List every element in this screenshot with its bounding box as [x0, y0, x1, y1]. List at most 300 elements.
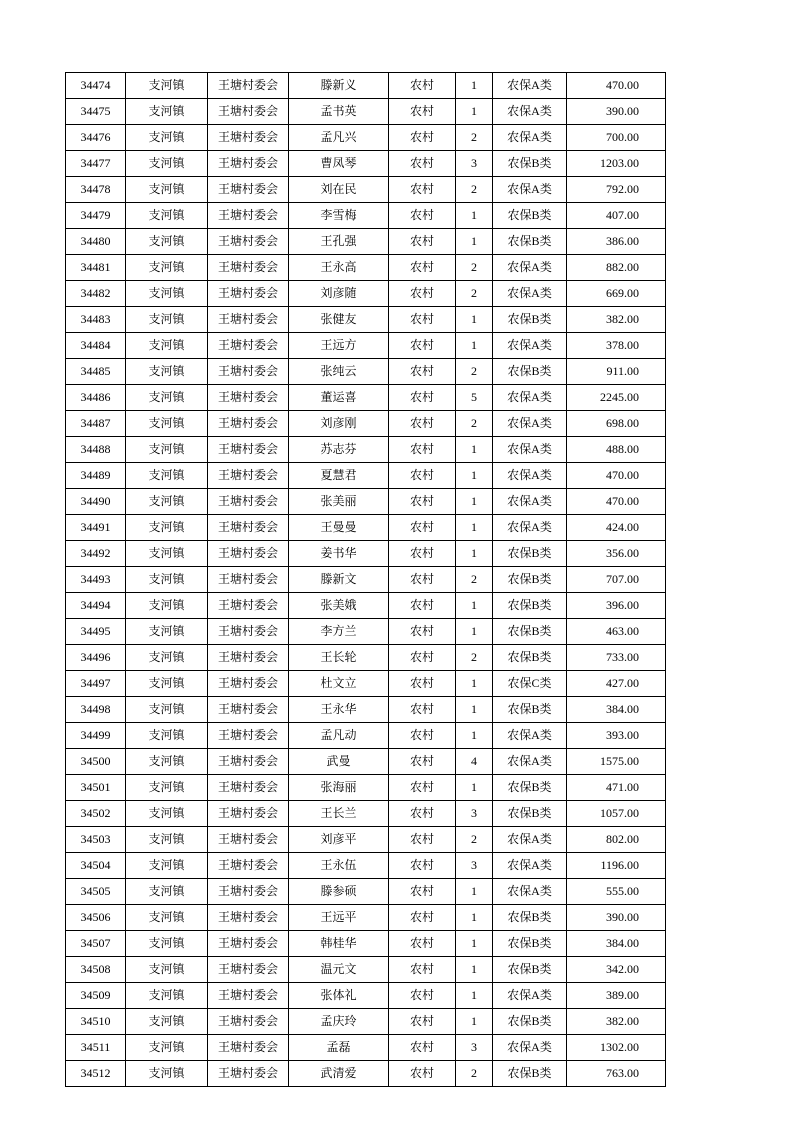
cell-insurance-category: 农保B类: [493, 1009, 567, 1035]
cell-name: 李雪梅: [289, 203, 389, 229]
cell-town: 支河镇: [126, 463, 208, 489]
cell-village: 王塘村委会: [208, 879, 289, 905]
table-row: [66, 593, 666, 619]
cell-village: 王塘村委会: [208, 463, 289, 489]
cell-insurance-category: 农保B类: [493, 151, 567, 177]
cell-record-id: 34490: [66, 489, 126, 515]
cell-town: 支河镇: [126, 1061, 208, 1087]
cell-record-id: 34493: [66, 567, 126, 593]
cell-name: 杜文立: [289, 671, 389, 697]
cell-residence-type: 农村: [389, 567, 456, 593]
cell-record-id: 34487: [66, 411, 126, 437]
document-page: [65, 72, 666, 1087]
cell-name: 王曼曼: [289, 515, 389, 541]
cell-town: 支河镇: [126, 931, 208, 957]
cell-name: 滕新义: [289, 73, 389, 99]
cell-name: 王永伍: [289, 853, 389, 879]
cell-village: 王塘村委会: [208, 541, 289, 567]
cell-record-id: 34509: [66, 983, 126, 1009]
cell-village: 王塘村委会: [208, 957, 289, 983]
cell-household-count: 1: [456, 879, 493, 905]
table-row: [66, 281, 666, 307]
cell-name: 姜书华: [289, 541, 389, 567]
cell-record-id: 34505: [66, 879, 126, 905]
table-row: [66, 645, 666, 671]
table-row: [66, 1009, 666, 1035]
cell-amount: 396.00: [567, 593, 666, 619]
cell-village: 王塘村委会: [208, 437, 289, 463]
cell-insurance-category: 农保A类: [493, 99, 567, 125]
cell-name: 刘彦随: [289, 281, 389, 307]
cell-name: 滕新文: [289, 567, 389, 593]
cell-record-id: 34511: [66, 1035, 126, 1061]
cell-record-id: 34480: [66, 229, 126, 255]
cell-insurance-category: 农保A类: [493, 73, 567, 99]
cell-name: 张海丽: [289, 775, 389, 801]
cell-household-count: 2: [456, 1061, 493, 1087]
cell-village: 王塘村委会: [208, 203, 289, 229]
table-row: [66, 775, 666, 801]
cell-amount: 792.00: [567, 177, 666, 203]
cell-residence-type: 农村: [389, 801, 456, 827]
cell-town: 支河镇: [126, 99, 208, 125]
cell-household-count: 1: [456, 983, 493, 1009]
cell-name: 孟书英: [289, 99, 389, 125]
cell-town: 支河镇: [126, 567, 208, 593]
cell-insurance-category: 农保B类: [493, 567, 567, 593]
cell-residence-type: 农村: [389, 73, 456, 99]
cell-insurance-category: 农保B类: [493, 593, 567, 619]
cell-town: 支河镇: [126, 411, 208, 437]
cell-amount: 882.00: [567, 255, 666, 281]
cell-amount: 407.00: [567, 203, 666, 229]
cell-household-count: 1: [456, 931, 493, 957]
cell-town: 支河镇: [126, 359, 208, 385]
cell-name: 王永高: [289, 255, 389, 281]
cell-insurance-category: 农保B类: [493, 957, 567, 983]
cell-amount: 2245.00: [567, 385, 666, 411]
cell-insurance-category: 农保B类: [493, 775, 567, 801]
cell-town: 支河镇: [126, 489, 208, 515]
cell-insurance-category: 农保B类: [493, 541, 567, 567]
cell-amount: 470.00: [567, 73, 666, 99]
cell-insurance-category: 农保A类: [493, 983, 567, 1009]
cell-amount: 1057.00: [567, 801, 666, 827]
cell-town: 支河镇: [126, 853, 208, 879]
cell-name: 温元文: [289, 957, 389, 983]
cell-record-id: 34492: [66, 541, 126, 567]
table-row: [66, 229, 666, 255]
table-row: [66, 333, 666, 359]
cell-village: 王塘村委会: [208, 593, 289, 619]
cell-name: 张纯云: [289, 359, 389, 385]
cell-residence-type: 农村: [389, 697, 456, 723]
cell-town: 支河镇: [126, 593, 208, 619]
cell-name: 张体礼: [289, 983, 389, 1009]
cell-amount: 555.00: [567, 879, 666, 905]
cell-village: 王塘村委会: [208, 1009, 289, 1035]
cell-household-count: 3: [456, 801, 493, 827]
cell-amount: 393.00: [567, 723, 666, 749]
cell-amount: 427.00: [567, 671, 666, 697]
cell-residence-type: 农村: [389, 515, 456, 541]
cell-village: 王塘村委会: [208, 645, 289, 671]
cell-village: 王塘村委会: [208, 671, 289, 697]
cell-record-id: 34479: [66, 203, 126, 229]
cell-residence-type: 农村: [389, 281, 456, 307]
table-row: [66, 515, 666, 541]
cell-record-id: 34503: [66, 827, 126, 853]
cell-household-count: 1: [456, 541, 493, 567]
cell-insurance-category: 农保A类: [493, 125, 567, 151]
cell-amount: 382.00: [567, 307, 666, 333]
cell-amount: 470.00: [567, 463, 666, 489]
cell-insurance-category: 农保A类: [493, 437, 567, 463]
cell-residence-type: 农村: [389, 125, 456, 151]
table-row: [66, 411, 666, 437]
table-row: [66, 931, 666, 957]
cell-name: 滕参硕: [289, 879, 389, 905]
pension-record-table-body: [66, 73, 666, 1087]
cell-name: 王远方: [289, 333, 389, 359]
table-row: [66, 853, 666, 879]
cell-village: 王塘村委会: [208, 281, 289, 307]
cell-town: 支河镇: [126, 879, 208, 905]
cell-residence-type: 农村: [389, 853, 456, 879]
cell-household-count: 3: [456, 853, 493, 879]
cell-name: 韩桂华: [289, 931, 389, 957]
cell-household-count: 2: [456, 255, 493, 281]
cell-record-id: 34488: [66, 437, 126, 463]
cell-insurance-category: 农保A类: [493, 853, 567, 879]
cell-insurance-category: 农保A类: [493, 879, 567, 905]
cell-village: 王塘村委会: [208, 99, 289, 125]
cell-amount: 733.00: [567, 645, 666, 671]
cell-name: 王远平: [289, 905, 389, 931]
pension-record-table: [65, 72, 666, 1087]
cell-household-count: 2: [456, 567, 493, 593]
cell-amount: 707.00: [567, 567, 666, 593]
table-row: [66, 151, 666, 177]
cell-village: 王塘村委会: [208, 723, 289, 749]
table-row: [66, 489, 666, 515]
cell-name: 李方兰: [289, 619, 389, 645]
cell-household-count: 1: [456, 99, 493, 125]
cell-household-count: 2: [456, 645, 493, 671]
cell-name: 孟庆玲: [289, 1009, 389, 1035]
cell-village: 王塘村委会: [208, 697, 289, 723]
cell-village: 王塘村委会: [208, 151, 289, 177]
cell-name: 张美丽: [289, 489, 389, 515]
cell-village: 王塘村委会: [208, 983, 289, 1009]
cell-residence-type: 农村: [389, 671, 456, 697]
table-row: [66, 177, 666, 203]
cell-village: 王塘村委会: [208, 931, 289, 957]
cell-household-count: 5: [456, 385, 493, 411]
cell-insurance-category: 农保A类: [493, 385, 567, 411]
cell-name: 张美娥: [289, 593, 389, 619]
cell-town: 支河镇: [126, 619, 208, 645]
table-row: [66, 983, 666, 1009]
cell-household-count: 2: [456, 177, 493, 203]
cell-record-id: 34500: [66, 749, 126, 775]
cell-household-count: 1: [456, 671, 493, 697]
cell-residence-type: 农村: [389, 385, 456, 411]
table-row: [66, 827, 666, 853]
cell-name: 王长轮: [289, 645, 389, 671]
cell-name: 董运喜: [289, 385, 389, 411]
cell-amount: 390.00: [567, 99, 666, 125]
cell-insurance-category: 农保B类: [493, 307, 567, 333]
cell-village: 王塘村委会: [208, 307, 289, 333]
cell-town: 支河镇: [126, 671, 208, 697]
cell-record-id: 34477: [66, 151, 126, 177]
cell-amount: 384.00: [567, 931, 666, 957]
cell-insurance-category: 农保A类: [493, 281, 567, 307]
cell-name: 王永华: [289, 697, 389, 723]
cell-record-id: 34495: [66, 619, 126, 645]
cell-village: 王塘村委会: [208, 775, 289, 801]
cell-village: 王塘村委会: [208, 1061, 289, 1087]
cell-village: 王塘村委会: [208, 515, 289, 541]
cell-insurance-category: 农保A类: [493, 177, 567, 203]
cell-town: 支河镇: [126, 723, 208, 749]
cell-insurance-category: 农保A类: [493, 489, 567, 515]
cell-residence-type: 农村: [389, 1035, 456, 1061]
cell-insurance-category: 农保B类: [493, 645, 567, 671]
cell-town: 支河镇: [126, 255, 208, 281]
cell-village: 王塘村委会: [208, 73, 289, 99]
cell-record-id: 34476: [66, 125, 126, 151]
cell-residence-type: 农村: [389, 307, 456, 333]
cell-residence-type: 农村: [389, 99, 456, 125]
cell-record-id: 34475: [66, 99, 126, 125]
cell-household-count: 3: [456, 151, 493, 177]
cell-amount: 763.00: [567, 1061, 666, 1087]
cell-town: 支河镇: [126, 827, 208, 853]
cell-household-count: 1: [456, 307, 493, 333]
table-row: [66, 957, 666, 983]
table-row: [66, 905, 666, 931]
cell-town: 支河镇: [126, 177, 208, 203]
cell-household-count: 1: [456, 723, 493, 749]
cell-residence-type: 农村: [389, 229, 456, 255]
cell-amount: 382.00: [567, 1009, 666, 1035]
cell-residence-type: 农村: [389, 619, 456, 645]
cell-name: 孟凡兴: [289, 125, 389, 151]
cell-village: 王塘村委会: [208, 489, 289, 515]
cell-record-id: 34501: [66, 775, 126, 801]
cell-village: 王塘村委会: [208, 801, 289, 827]
cell-household-count: 1: [456, 463, 493, 489]
cell-record-id: 34499: [66, 723, 126, 749]
table-row: [66, 99, 666, 125]
cell-name: 刘彦平: [289, 827, 389, 853]
cell-insurance-category: 农保A类: [493, 749, 567, 775]
table-row: [66, 697, 666, 723]
cell-residence-type: 农村: [389, 931, 456, 957]
cell-residence-type: 农村: [389, 593, 456, 619]
cell-household-count: 2: [456, 125, 493, 151]
cell-town: 支河镇: [126, 437, 208, 463]
cell-insurance-category: 农保B类: [493, 619, 567, 645]
cell-household-count: 1: [456, 593, 493, 619]
cell-amount: 669.00: [567, 281, 666, 307]
cell-record-id: 34489: [66, 463, 126, 489]
table-row: [66, 255, 666, 281]
cell-insurance-category: 农保B类: [493, 229, 567, 255]
table-row: [66, 359, 666, 385]
cell-record-id: 34481: [66, 255, 126, 281]
cell-residence-type: 农村: [389, 151, 456, 177]
cell-residence-type: 农村: [389, 1009, 456, 1035]
cell-amount: 700.00: [567, 125, 666, 151]
cell-town: 支河镇: [126, 515, 208, 541]
cell-village: 王塘村委会: [208, 359, 289, 385]
cell-household-count: 1: [456, 437, 493, 463]
cell-amount: 911.00: [567, 359, 666, 385]
cell-residence-type: 农村: [389, 957, 456, 983]
cell-residence-type: 农村: [389, 177, 456, 203]
cell-record-id: 34486: [66, 385, 126, 411]
cell-household-count: 1: [456, 619, 493, 645]
cell-residence-type: 农村: [389, 905, 456, 931]
cell-name: 张健友: [289, 307, 389, 333]
cell-amount: 378.00: [567, 333, 666, 359]
cell-residence-type: 农村: [389, 749, 456, 775]
cell-insurance-category: 农保A类: [493, 515, 567, 541]
cell-amount: 463.00: [567, 619, 666, 645]
cell-amount: 698.00: [567, 411, 666, 437]
cell-residence-type: 农村: [389, 541, 456, 567]
cell-town: 支河镇: [126, 697, 208, 723]
cell-town: 支河镇: [126, 229, 208, 255]
cell-town: 支河镇: [126, 203, 208, 229]
cell-town: 支河镇: [126, 541, 208, 567]
cell-insurance-category: 农保B类: [493, 697, 567, 723]
cell-village: 王塘村委会: [208, 177, 289, 203]
cell-name: 苏志芬: [289, 437, 389, 463]
cell-town: 支河镇: [126, 151, 208, 177]
cell-name: 孟磊: [289, 1035, 389, 1061]
cell-household-count: 1: [456, 203, 493, 229]
table-row: [66, 437, 666, 463]
cell-household-count: 1: [456, 73, 493, 99]
cell-record-id: 34504: [66, 853, 126, 879]
cell-village: 王塘村委会: [208, 619, 289, 645]
cell-village: 王塘村委会: [208, 567, 289, 593]
cell-record-id: 34508: [66, 957, 126, 983]
cell-amount: 802.00: [567, 827, 666, 853]
cell-residence-type: 农村: [389, 1061, 456, 1087]
cell-record-id: 34474: [66, 73, 126, 99]
cell-town: 支河镇: [126, 645, 208, 671]
cell-household-count: 2: [456, 411, 493, 437]
cell-town: 支河镇: [126, 125, 208, 151]
cell-household-count: 1: [456, 697, 493, 723]
table-row: [66, 879, 666, 905]
cell-residence-type: 农村: [389, 645, 456, 671]
cell-household-count: 1: [456, 489, 493, 515]
cell-record-id: 34482: [66, 281, 126, 307]
cell-village: 王塘村委会: [208, 125, 289, 151]
table-row: [66, 73, 666, 99]
cell-residence-type: 农村: [389, 333, 456, 359]
cell-village: 王塘村委会: [208, 411, 289, 437]
cell-household-count: 1: [456, 515, 493, 541]
cell-insurance-category: 农保A类: [493, 1035, 567, 1061]
cell-name: 武清爱: [289, 1061, 389, 1087]
cell-amount: 389.00: [567, 983, 666, 1009]
cell-name: 王孔强: [289, 229, 389, 255]
cell-amount: 1196.00: [567, 853, 666, 879]
cell-insurance-category: 农保A类: [493, 333, 567, 359]
cell-name: 曹凤琴: [289, 151, 389, 177]
cell-insurance-category: 农保A类: [493, 411, 567, 437]
cell-insurance-category: 农保B类: [493, 931, 567, 957]
cell-amount: 1302.00: [567, 1035, 666, 1061]
cell-village: 王塘村委会: [208, 827, 289, 853]
cell-household-count: 2: [456, 359, 493, 385]
table-row: [66, 541, 666, 567]
cell-record-id: 34498: [66, 697, 126, 723]
cell-record-id: 34496: [66, 645, 126, 671]
cell-record-id: 34485: [66, 359, 126, 385]
cell-town: 支河镇: [126, 281, 208, 307]
table-row: [66, 307, 666, 333]
cell-amount: 471.00: [567, 775, 666, 801]
cell-residence-type: 农村: [389, 463, 456, 489]
cell-household-count: 1: [456, 905, 493, 931]
cell-town: 支河镇: [126, 307, 208, 333]
cell-record-id: 34510: [66, 1009, 126, 1035]
cell-town: 支河镇: [126, 1009, 208, 1035]
cell-village: 王塘村委会: [208, 385, 289, 411]
cell-village: 王塘村委会: [208, 853, 289, 879]
table-row: [66, 463, 666, 489]
cell-record-id: 34484: [66, 333, 126, 359]
cell-insurance-category: 农保B类: [493, 801, 567, 827]
cell-village: 王塘村委会: [208, 749, 289, 775]
cell-amount: 386.00: [567, 229, 666, 255]
cell-town: 支河镇: [126, 801, 208, 827]
cell-household-count: 1: [456, 333, 493, 359]
cell-amount: 384.00: [567, 697, 666, 723]
cell-residence-type: 农村: [389, 489, 456, 515]
cell-amount: 424.00: [567, 515, 666, 541]
cell-residence-type: 农村: [389, 411, 456, 437]
cell-town: 支河镇: [126, 905, 208, 931]
cell-town: 支河镇: [126, 333, 208, 359]
cell-record-id: 34497: [66, 671, 126, 697]
cell-amount: 390.00: [567, 905, 666, 931]
cell-amount: 1203.00: [567, 151, 666, 177]
table-row: [66, 567, 666, 593]
table-row: [66, 385, 666, 411]
table-row: [66, 203, 666, 229]
table-row: [66, 1035, 666, 1061]
cell-amount: 470.00: [567, 489, 666, 515]
table-row: [66, 125, 666, 151]
cell-village: 王塘村委会: [208, 333, 289, 359]
cell-amount: 1575.00: [567, 749, 666, 775]
table-row: [66, 671, 666, 697]
table-row: [66, 723, 666, 749]
cell-town: 支河镇: [126, 957, 208, 983]
table-row: [66, 749, 666, 775]
cell-village: 王塘村委会: [208, 229, 289, 255]
cell-record-id: 34478: [66, 177, 126, 203]
